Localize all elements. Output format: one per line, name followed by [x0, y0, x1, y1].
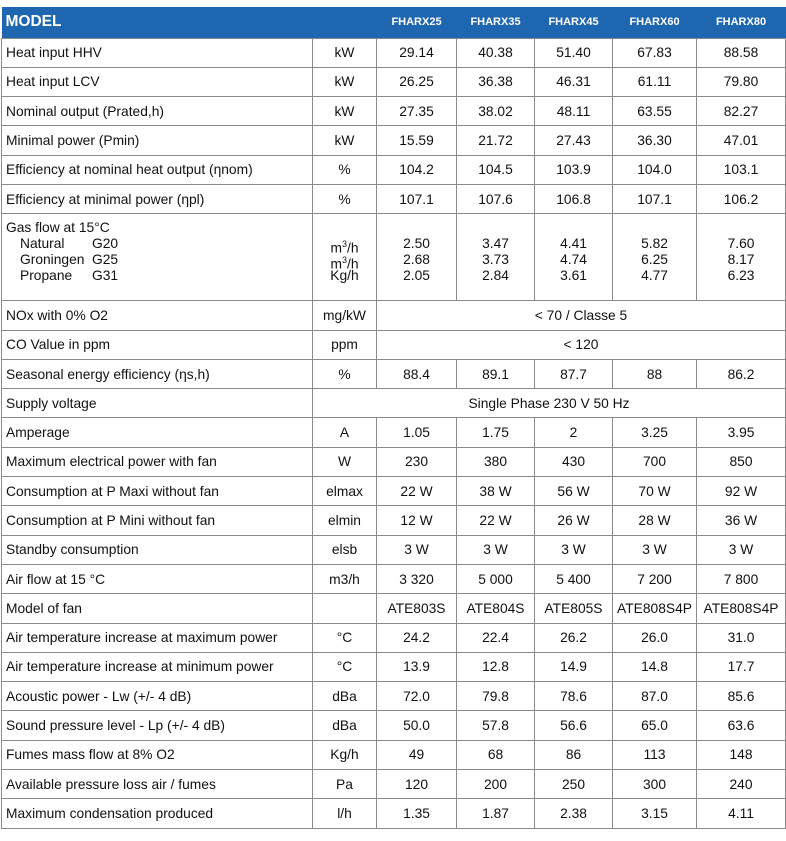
- cell-value: ATE808S4P: [697, 594, 786, 623]
- row-unit: °C: [313, 623, 377, 652]
- row-label: Air flow at 15 °C: [2, 564, 313, 593]
- merged-value: Single Phase 230 V 50 Hz: [313, 389, 786, 418]
- cell-value: 79.8: [457, 682, 535, 711]
- gas-unit: Kg/h: [330, 268, 359, 284]
- table-row: [2, 67, 786, 96]
- cell-value: ATE803S: [377, 594, 457, 623]
- cell-value: 3 W: [613, 535, 697, 564]
- row-label: Fumes mass flow at 8% O2: [2, 740, 313, 769]
- cell-value: 88: [613, 359, 697, 388]
- cell-value: 3.95: [697, 418, 786, 447]
- cell-value: 5.82: [641, 236, 668, 252]
- cell-value: 8.17: [727, 252, 755, 268]
- row-unit: A: [313, 418, 377, 447]
- cell-value: 15.59: [377, 126, 457, 155]
- gas-unit: $m^3/h$: [330, 239, 359, 256]
- header-row: [2, 7, 786, 38]
- row-unit: elmin: [313, 506, 377, 535]
- cell-value: 21.72: [457, 126, 535, 155]
- cell-value: 79.80: [697, 67, 786, 96]
- cell-value: 87.0: [613, 682, 697, 711]
- row-unit: mg/kW: [313, 301, 377, 330]
- cell-value: 38 W: [457, 477, 535, 506]
- unit-header: [313, 7, 377, 38]
- row-label: Nominal output (Prated,h): [2, 97, 313, 126]
- cell-value: 300: [613, 770, 697, 799]
- cell-value: 72.0: [377, 682, 457, 711]
- row-label: Air temperature increase at minimum power: [2, 652, 313, 681]
- gas-flow-title: Gas flow at 15°C: [6, 220, 110, 236]
- cell-value: 50.0: [377, 711, 457, 740]
- gas-code: G31: [92, 268, 119, 284]
- cell-value: 3.47: [482, 236, 509, 252]
- cell-value: 5 000: [457, 564, 535, 593]
- cell-value: 36 W: [697, 506, 786, 535]
- cell-value: 27.43: [535, 126, 613, 155]
- row-label: Heat input HHV: [2, 38, 313, 67]
- cell-value: 3 W: [697, 535, 786, 564]
- cell-value: 6.23: [727, 268, 755, 284]
- cell-value: 36.30: [613, 126, 697, 155]
- row-label: Heat input LCV: [2, 67, 313, 96]
- gas-flow-row: [2, 214, 786, 301]
- cell-value: 92 W: [697, 477, 786, 506]
- cell-value: 13.9: [377, 652, 457, 681]
- cell-value: 26 W: [535, 506, 613, 535]
- table-row: [2, 184, 786, 213]
- cell-value: 104.5: [457, 155, 535, 184]
- cell-value: 22.4: [457, 623, 535, 652]
- model-header: FHARX45: [548, 16, 599, 29]
- table-row: [2, 38, 786, 67]
- cell-value: 7.60: [727, 236, 755, 252]
- cell-value: 3 W: [377, 535, 457, 564]
- model-title: MODEL: [5, 13, 62, 31]
- table-row: [2, 126, 786, 155]
- cell-value: 38.02: [457, 97, 535, 126]
- cell-value: ATE805S: [535, 594, 613, 623]
- table-row: [2, 389, 786, 418]
- cell-value: 3.73: [482, 252, 509, 268]
- table-row: [2, 682, 786, 711]
- gas-name: Groningen: [20, 252, 85, 268]
- row-label: Minimal power (Pmin): [2, 126, 313, 155]
- cell-value: 120: [377, 770, 457, 799]
- cell-value: 850: [697, 447, 786, 476]
- cell-value: 29.14: [377, 38, 457, 67]
- cell-value: 148: [697, 740, 786, 769]
- cell-value: 26.0: [613, 623, 697, 652]
- cell-value: 57.8: [457, 711, 535, 740]
- cell-value: 5 400: [535, 564, 613, 593]
- row-unit: Pa: [313, 770, 377, 799]
- row-unit: %: [313, 184, 377, 213]
- gas-values-col: [613, 214, 697, 301]
- table-row: [2, 740, 786, 769]
- cell-value: 86.2: [697, 359, 786, 388]
- cell-value: 7 800: [697, 564, 786, 593]
- row-unit: kW: [313, 38, 377, 67]
- cell-value: 85.6: [697, 682, 786, 711]
- gas-flow-label: [2, 214, 313, 301]
- cell-value: 51.40: [535, 38, 613, 67]
- gas-values-col: [457, 214, 535, 301]
- gas-type: [6, 268, 312, 284]
- cell-value: 12.8: [457, 652, 535, 681]
- cell-value: 46.31: [535, 67, 613, 96]
- cell-value: 1.75: [457, 418, 535, 447]
- row-label: Seasonal energy efficiency (ηs,h): [2, 359, 313, 388]
- cell-value: 2: [535, 418, 613, 447]
- row-label: Air temperature increase at maximum power: [2, 623, 313, 652]
- cell-value: 430: [535, 447, 613, 476]
- table-row: [2, 594, 786, 623]
- cell-value: 230: [377, 447, 457, 476]
- cell-value: 48.11: [535, 97, 613, 126]
- row-unit: dBa: [313, 711, 377, 740]
- model-header: FHARX80: [715, 16, 767, 29]
- table-row: [2, 623, 786, 652]
- cell-value: 3 W: [457, 535, 535, 564]
- row-unit: l/h: [313, 799, 377, 828]
- row-label: NOx with 0% O2: [2, 301, 313, 330]
- gas-units: [313, 214, 377, 301]
- cell-value: 2.84: [482, 268, 509, 284]
- gas-code: G20: [92, 236, 119, 252]
- row-label: Amperage: [2, 418, 313, 447]
- table-row: [2, 330, 786, 359]
- row-unit: elmax: [313, 477, 377, 506]
- row-label: Consumption at P Maxi without fan: [2, 477, 313, 506]
- cell-value: 3.15: [613, 799, 697, 828]
- cell-value: 700: [613, 447, 697, 476]
- cell-value: 104.2: [377, 155, 457, 184]
- cell-value: 1.05: [377, 418, 457, 447]
- row-label: Available pressure loss air / fumes: [2, 770, 313, 799]
- cell-value: 49: [377, 740, 457, 769]
- cell-value: 40.38: [457, 38, 535, 67]
- row-label: Model of fan: [2, 594, 313, 623]
- row-label: Standby consumption: [2, 535, 313, 564]
- cell-value: 88.4: [377, 359, 457, 388]
- cell-value: ATE808S4P: [613, 594, 697, 623]
- cell-value: 56.6: [535, 711, 613, 740]
- cell-value: 4.77: [641, 268, 668, 284]
- row-label: Efficiency at nominal heat output (ηnom): [2, 155, 313, 184]
- cell-value: 36.38: [457, 67, 535, 96]
- cell-value: 104.0: [613, 155, 697, 184]
- gas-type: [6, 236, 312, 252]
- cell-value: 4.74: [560, 252, 587, 268]
- cell-value: 380: [457, 447, 535, 476]
- cell-value: 2.05: [403, 268, 430, 284]
- table-row: [2, 535, 786, 564]
- gas-values-col: [377, 214, 457, 301]
- cell-value: 14.9: [535, 652, 613, 681]
- cell-value: 4.11: [697, 799, 786, 828]
- row-unit: [313, 594, 377, 623]
- row-label: Maximum electrical power with fan: [2, 447, 313, 476]
- cell-value: 3 W: [535, 535, 613, 564]
- cell-value: 6.25: [641, 252, 668, 268]
- cell-value: 26.25: [377, 67, 457, 96]
- gas-values-col: [535, 214, 613, 301]
- row-label: Supply voltage: [2, 389, 313, 418]
- row-unit: kW: [313, 67, 377, 96]
- gas-unit: $m^3/h$: [330, 255, 359, 272]
- cell-value: 65.0: [613, 711, 697, 740]
- cell-value: 22 W: [457, 506, 535, 535]
- cell-value: 250: [535, 770, 613, 799]
- table-row: [2, 301, 786, 330]
- row-label: Acoustic power - Lw (+/- 4 dB): [2, 682, 313, 711]
- cell-value: ATE804S: [457, 594, 535, 623]
- row-label: Sound pressure level - Lp (+/- 4 dB): [2, 711, 313, 740]
- cell-value: 61.11: [613, 67, 697, 96]
- table-row: [2, 711, 786, 740]
- cell-value: 67.83: [613, 38, 697, 67]
- cell-value: 103.9: [535, 155, 613, 184]
- cell-value: 3 320: [377, 564, 457, 593]
- row-unit: %: [313, 155, 377, 184]
- cell-value: 89.1: [457, 359, 535, 388]
- cell-value: 31.0: [697, 623, 786, 652]
- cell-value: 107.1: [377, 184, 457, 213]
- cell-value: 103.1: [697, 155, 786, 184]
- gas-values-col: [697, 214, 786, 301]
- gas-name: Propane: [20, 268, 73, 284]
- row-label: Efficiency at minimal power (ηpl): [2, 184, 313, 213]
- row-unit: dBa: [313, 682, 377, 711]
- cell-value: 106.2: [697, 184, 786, 213]
- row-unit: ppm: [313, 330, 377, 359]
- row-unit: elsb: [313, 535, 377, 564]
- cell-value: 47.01: [697, 126, 786, 155]
- table-row: [2, 652, 786, 681]
- cell-value: 88.58: [697, 38, 786, 67]
- cell-value: 70 W: [613, 477, 697, 506]
- cell-value: 22 W: [377, 477, 457, 506]
- table-row: [2, 564, 786, 593]
- cell-value: 26.2: [535, 623, 613, 652]
- cell-value: 63.6: [697, 711, 786, 740]
- table-row: [2, 477, 786, 506]
- gas-name: Natural: [20, 236, 65, 252]
- cell-value: 107.6: [457, 184, 535, 213]
- table-row: [2, 155, 786, 184]
- row-unit: Kg/h: [313, 740, 377, 769]
- merged-value: < 120: [377, 330, 786, 359]
- cell-value: 4.41: [560, 236, 587, 252]
- cell-value: 86: [535, 740, 613, 769]
- cell-value: 87.7: [535, 359, 613, 388]
- table-row: [2, 359, 786, 388]
- cell-value: 12 W: [377, 506, 457, 535]
- row-label: Consumption at P Mini without fan: [2, 506, 313, 535]
- table-row: [2, 770, 786, 799]
- cell-value: 3.61: [560, 268, 587, 284]
- row-unit: W: [313, 447, 377, 476]
- cell-value: 27.35: [377, 97, 457, 126]
- cell-value: 2.50: [403, 236, 430, 252]
- table-row: [2, 447, 786, 476]
- table-row: [2, 97, 786, 126]
- cell-value: 113: [613, 740, 697, 769]
- cell-value: 78.6: [535, 682, 613, 711]
- model-header: FHARX25: [391, 16, 442, 29]
- model-header: FHARX60: [629, 16, 680, 29]
- cell-value: 63.55: [613, 97, 697, 126]
- row-unit: °C: [313, 652, 377, 681]
- cell-value: 68: [457, 740, 535, 769]
- cell-value: 7 200: [613, 564, 697, 593]
- row-label: CO Value in ppm: [2, 330, 313, 359]
- cell-value: 17.7: [697, 652, 786, 681]
- cell-value: 200: [457, 770, 535, 799]
- cell-value: 56 W: [535, 477, 613, 506]
- table-row: [2, 506, 786, 535]
- cell-value: 1.87: [457, 799, 535, 828]
- row-unit: kW: [313, 126, 377, 155]
- model-header: FHARX35: [470, 16, 521, 29]
- cell-value: 107.1: [613, 184, 697, 213]
- row-unit: m3/h: [313, 564, 377, 593]
- cell-value: 2.68: [403, 252, 430, 268]
- row-unit: %: [313, 359, 377, 388]
- cell-value: 28 W: [613, 506, 697, 535]
- cell-value: 82.27: [697, 97, 786, 126]
- table-row: [2, 418, 786, 447]
- cell-value: 2.38: [535, 799, 613, 828]
- spec-table: [1, 7, 786, 829]
- cell-value: 106.8: [535, 184, 613, 213]
- cell-value: 3.25: [613, 418, 697, 447]
- row-unit: kW: [313, 97, 377, 126]
- cell-value: 1.35: [377, 799, 457, 828]
- merged-value: < 70 / Classe 5: [377, 301, 786, 330]
- table-row: [2, 799, 786, 828]
- gas-type: [6, 252, 312, 268]
- row-label: Maximum condensation produced: [2, 799, 313, 828]
- cell-value: 24.2: [377, 623, 457, 652]
- cell-value: 14.8: [613, 652, 697, 681]
- cell-value: 240: [697, 770, 786, 799]
- gas-code: G25: [92, 252, 119, 268]
